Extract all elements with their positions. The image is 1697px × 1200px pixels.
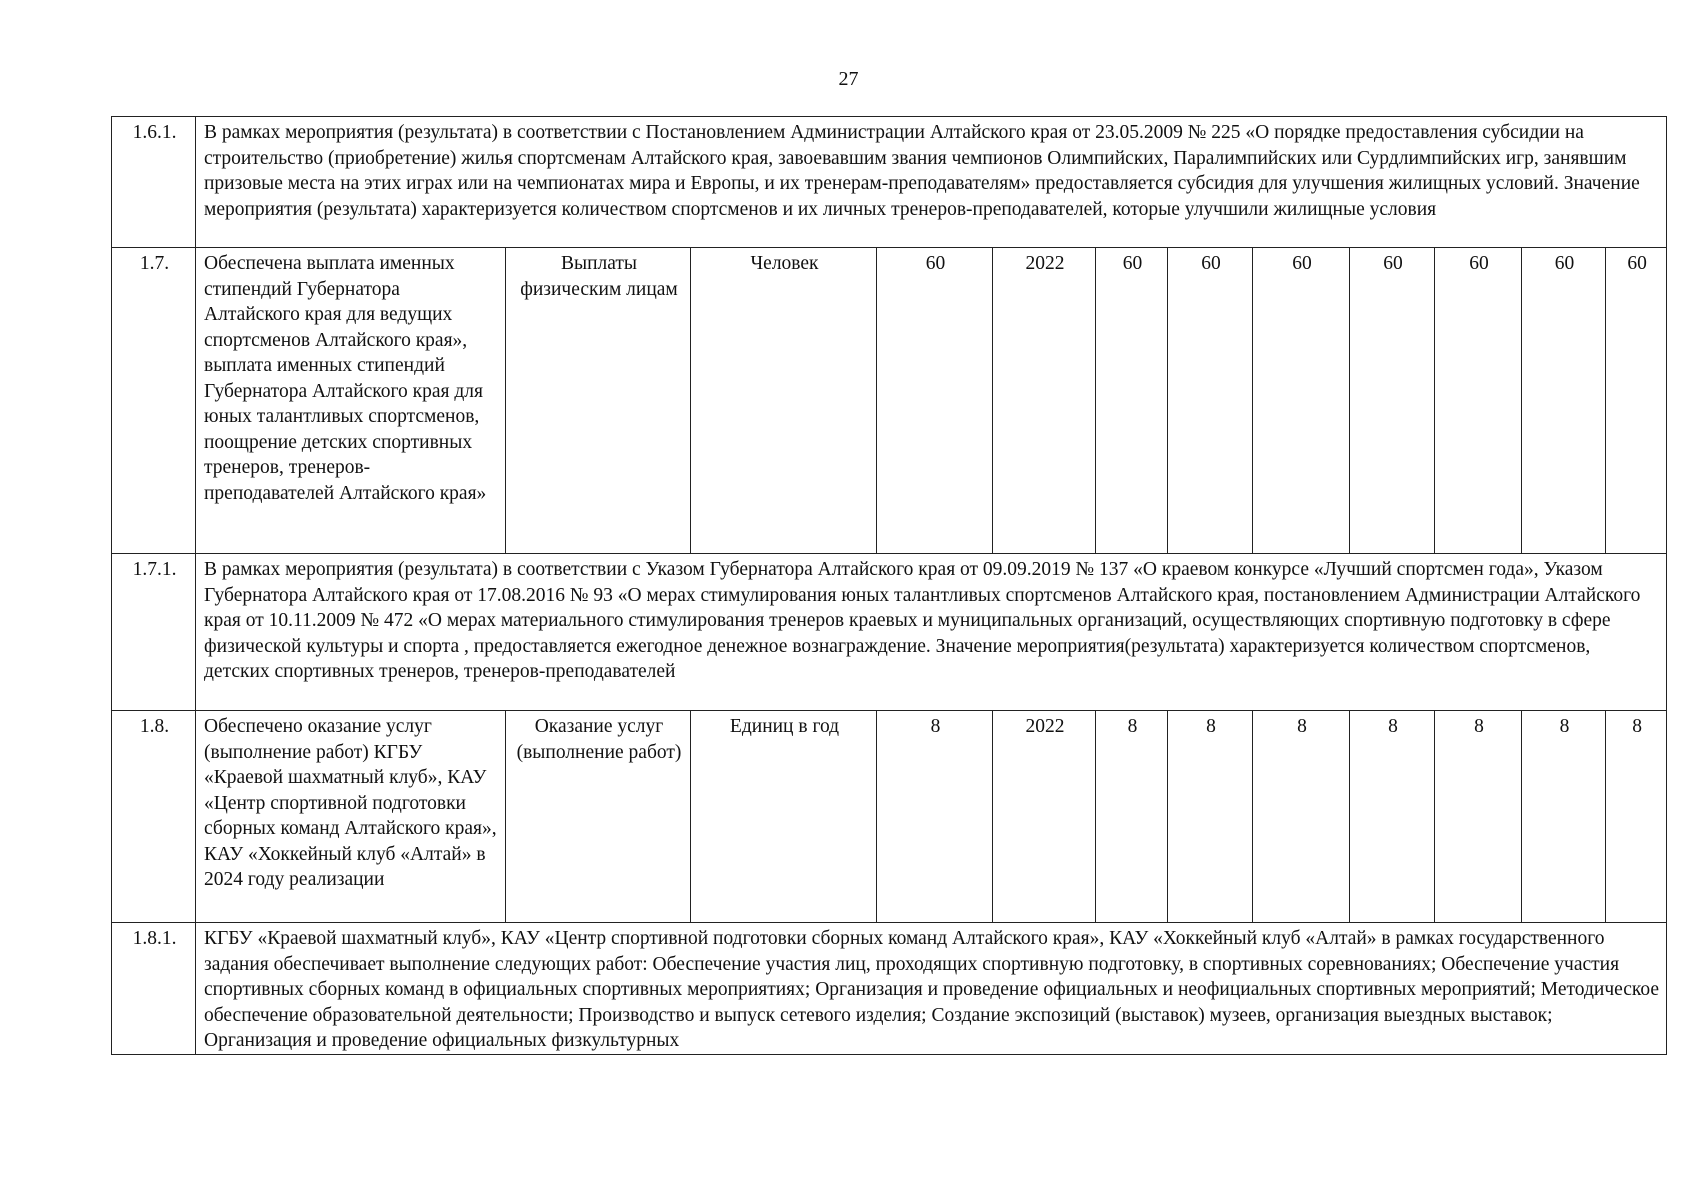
base-value: 8: [877, 711, 993, 923]
result-name: Обеспечено оказание услуг (выполнение работ) КГБУ «Краевой шахматный клуб», КАУ «Центр спортивной подготовки сборных команд Алтайского края», КАУ «Хоккейный клуб «Алтай» в 2024 году реализации: [196, 711, 506, 923]
year-value: 60: [1253, 248, 1350, 554]
page-number: 27: [838, 68, 859, 90]
unit-of-measure: Человек: [691, 248, 877, 554]
year-value: 60: [1522, 248, 1606, 554]
result-name: Обеспечена выплата именных стипендий Губернатора Алтайского края для ведущих спортсменов Алтайского края», выплата именных стипендий Губернатора Алтайского края для юных талантливых спортсменов, поощрение детских спортивных тренеров, тренеров-преподавателей Алтайского края»: [196, 248, 506, 554]
year-value: 60: [1435, 248, 1522, 554]
row-number: 1.8.1.: [112, 923, 196, 1055]
base-year: 2022: [993, 248, 1096, 554]
row-description: В рамках мероприятия (результата) в соответствии с Постановлением Администрации Алтайского края от 23.05.2009 № 225 «О порядке предоставления субсидии на строительство (приобретение) жилья спортсменам Алтайского края, завоевавшим звания чемпионов Олимпийских, Паралимпийских или Сурдлимпийских игр, занявшим призовые места на этих играх или на чемпионатах мира и Европы, и их тренерам-преподавателям» предоставляется субсидия для улучшения жилищных условий. Значение мероприятия (результата) характеризуется количеством спортсменов и их личных тренеров-преподавателей, которые улучшили жилищные условия: [196, 117, 1667, 248]
year-value: 60: [1096, 248, 1168, 554]
row-number: 1.6.1.: [112, 117, 196, 248]
row-number: 1.7.1.: [112, 554, 196, 711]
unit-of-measure: Единиц в год: [691, 711, 877, 923]
year-value: 8: [1522, 711, 1606, 923]
row-number: 1.7.: [112, 248, 196, 554]
indicators-table: [111, 116, 1667, 1055]
year-value: 8: [1606, 711, 1667, 923]
table-row: [112, 923, 1667, 1055]
result-type: Оказание услуг (выполнение работ): [506, 711, 691, 923]
row-description: КГБУ «Краевой шахматный клуб», КАУ «Центр спортивной подготовки сборных команд Алтайского края», КАУ «Хоккейный клуб «Алтай» в рамках государственного задания обеспечивает выполнение следующих работ: Обеспечение участия лиц, проходящих спортивную подготовку, в спортивных соревнованиях; Обеспечение участия спортивных сборных команд в официальных спортивных мероприятиях; Организация и проведение официальных и неофициальных спортивных мероприятий; Методическое обеспечение образовательной деятельности; Производство и выпуск сетевого изделия; Создание экспозиций (выставок) музеев, организация выездных выставок; Организация и проведение официальных физкультурных: [196, 923, 1667, 1055]
base-value: 60: [877, 248, 993, 554]
year-value: 8: [1350, 711, 1435, 923]
result-type: Выплаты физическим лицам: [506, 248, 691, 554]
table-row: [112, 248, 1667, 554]
row-description: В рамках мероприятия (результата) в соответствии с Указом Губернатора Алтайского края от 09.09.2019 № 137 «О краевом конкурсе «Лучший спортсмен года», Указом Губернатора Алтайского края от 17.08.2016 № 93 «О мерах стимулирования юных талантливых спортсменов Алтайского края, постановлением Администрации Алтайского края от 10.11.2009 № 472 «О мерах материального стимулирования тренеров краевых и муниципальных организаций, осуществляющих спортивную подготовку в сфере физической культуры и спорта , предоставляется ежегодное денежное вознаграждение. Значение мероприятия(результата) характеризуется количеством спортсменов, детских спортивных тренеров, тренеров-преподавателей: [196, 554, 1667, 711]
base-year: 2022: [993, 711, 1096, 923]
table-row: [112, 117, 1667, 248]
row-number: 1.8.: [112, 711, 196, 923]
year-value: 8: [1168, 711, 1253, 923]
year-value: 60: [1350, 248, 1435, 554]
year-value: 8: [1253, 711, 1350, 923]
year-value: 8: [1096, 711, 1168, 923]
year-value: 60: [1168, 248, 1253, 554]
year-value: 60: [1606, 248, 1667, 554]
table-row: [112, 554, 1667, 711]
table-row: [112, 711, 1667, 923]
year-value: 8: [1435, 711, 1522, 923]
